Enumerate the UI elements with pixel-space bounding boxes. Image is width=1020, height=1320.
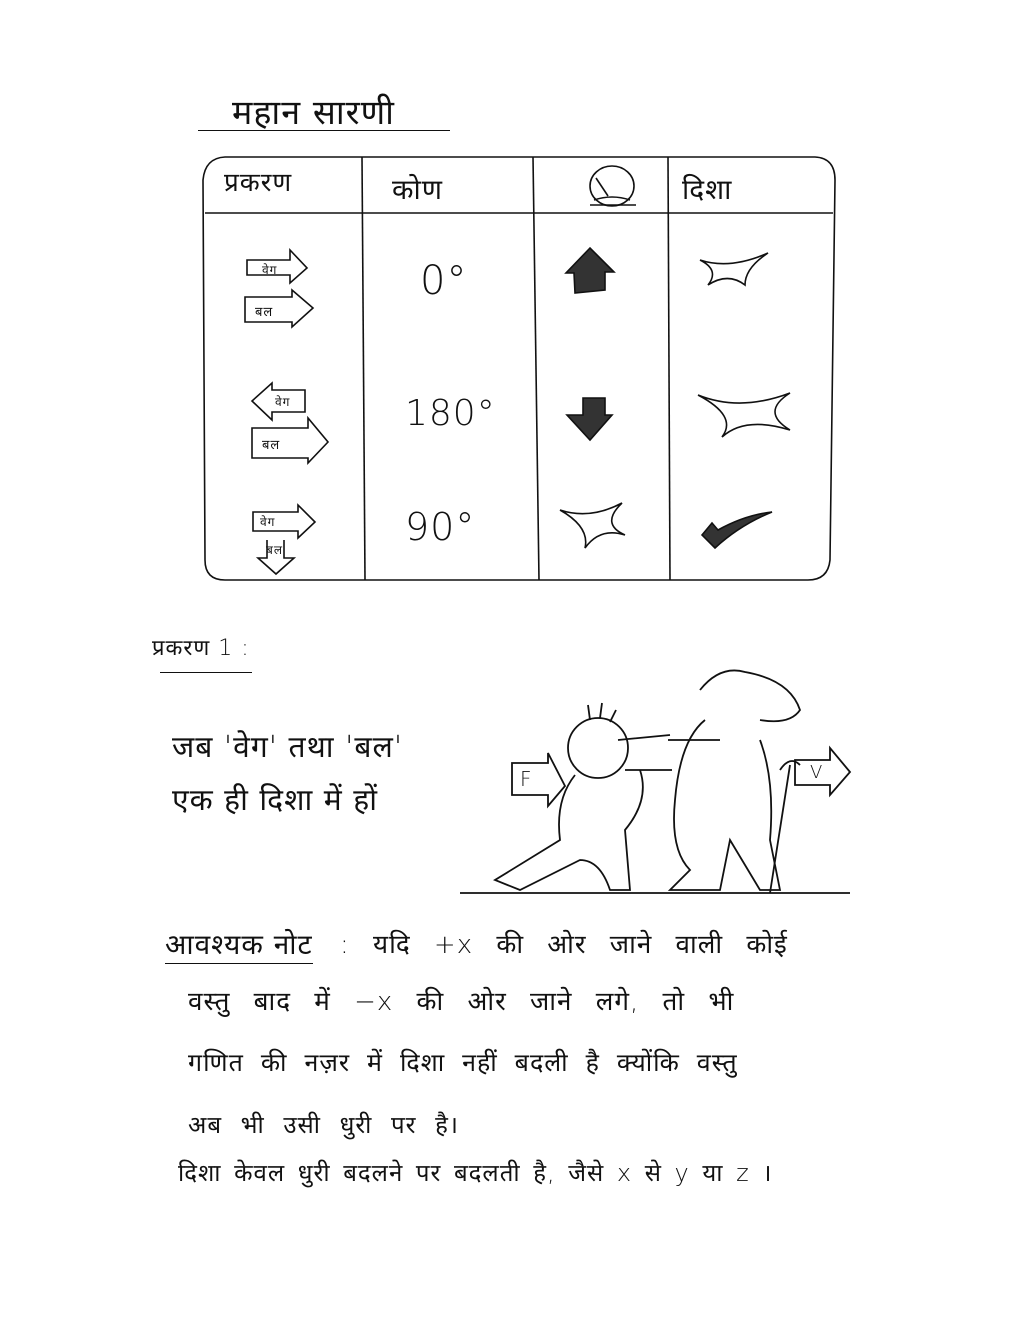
case1-line: एक ही दिशा में हों — [172, 783, 378, 818]
note-line: : यदि +x की ओर जाने वाली कोई — [340, 930, 788, 960]
case-label-force: बल — [255, 305, 274, 320]
child-figure — [495, 703, 672, 890]
case-label-force: बल — [262, 438, 281, 453]
table-header-angle: कोण — [392, 173, 444, 206]
old-man-figure — [668, 670, 800, 893]
angle-0: 0° — [420, 258, 468, 304]
angle-90: 90° — [405, 505, 476, 549]
table-header-direction: दिशा — [682, 173, 733, 206]
note-label: आवश्यक नोट — [165, 925, 313, 964]
case1-line: जब 'वेग' तथा 'बल' — [172, 730, 404, 765]
note-line: वस्तु बाद में −x की ओर जाने लगे, तो भी — [188, 987, 735, 1017]
case-label-velocity: वेग — [275, 395, 291, 409]
force-label: F — [520, 767, 533, 791]
case1-heading: प्रकरण 1 : — [152, 636, 250, 661]
page-title: महान सारणी — [232, 93, 395, 133]
case-label-velocity: वेग — [262, 263, 278, 277]
note-line: गणित की नज़र में दिशा नहीं बदली है क्योंकि वस्तु — [188, 1048, 738, 1077]
note-line: अब भी उसी धुरी पर है। — [188, 1111, 459, 1139]
case-label-velocity: वेग — [260, 515, 276, 529]
angle-180: 180° — [405, 393, 496, 434]
case-label-force: बल — [266, 543, 283, 557]
table-header-case: प्रकरण — [224, 168, 293, 198]
velocity-label: V — [810, 762, 824, 783]
note-line: दिशा केवल धुरी बदलने पर बदलती है, जैसे x से y या z । — [178, 1159, 773, 1187]
